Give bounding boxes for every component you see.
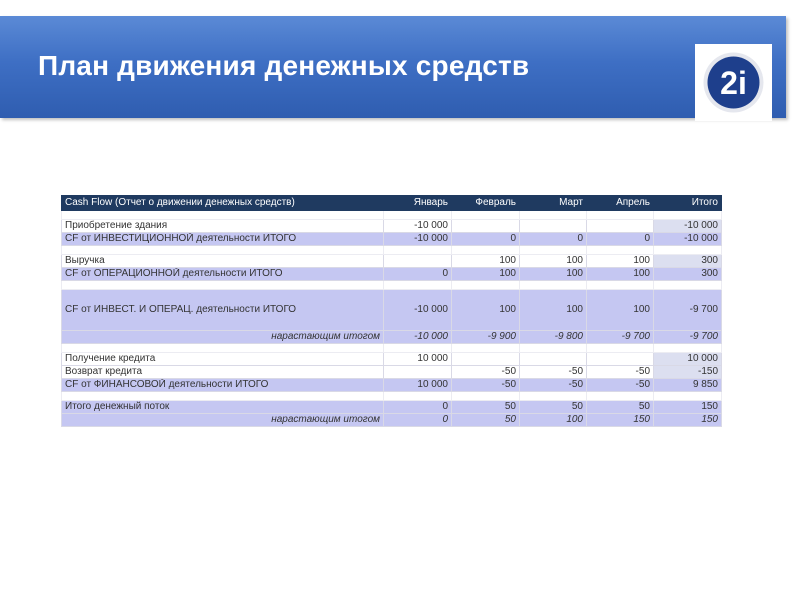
cell: 100 bbox=[452, 290, 520, 331]
cell-total: -9 700 bbox=[654, 331, 722, 344]
cell: 50 bbox=[520, 401, 587, 414]
slide-title: План движения денежных средств bbox=[38, 50, 530, 81]
table-row bbox=[62, 331, 722, 344]
cell bbox=[452, 220, 520, 233]
cell-total: -150 bbox=[654, 366, 722, 379]
cell: 10 000 bbox=[384, 379, 452, 392]
header-cell-feb: Февраль bbox=[452, 196, 520, 211]
cell: -50 bbox=[520, 379, 587, 392]
cell bbox=[587, 353, 654, 366]
table-row bbox=[62, 379, 722, 392]
logo-text: 2i bbox=[720, 65, 747, 101]
cell: 100 bbox=[452, 255, 520, 268]
table-row bbox=[62, 268, 722, 281]
cell-total: 300 bbox=[654, 255, 722, 268]
table-row bbox=[62, 255, 722, 268]
table-header-row bbox=[62, 196, 722, 211]
header-cell-jan: Январь bbox=[384, 196, 452, 211]
table-row bbox=[62, 233, 722, 246]
table-row bbox=[62, 290, 722, 331]
cell: -10 000 bbox=[384, 233, 452, 246]
spacer-row bbox=[62, 392, 722, 401]
cell: 50 bbox=[452, 401, 520, 414]
row-label: CF от ИНВЕСТ. И ОПЕРАЦ. деятельности ИТОГО bbox=[62, 290, 384, 331]
cell: -9 900 bbox=[452, 331, 520, 344]
row-label: нарастающим итогом bbox=[62, 331, 384, 344]
spacer-row bbox=[62, 246, 722, 255]
header-cell-mar: Март bbox=[520, 196, 587, 211]
cell-total: -9 700 bbox=[654, 290, 722, 331]
cell: 100 bbox=[452, 268, 520, 281]
cell bbox=[452, 353, 520, 366]
cell-total: 150 bbox=[654, 414, 722, 427]
cell: 100 bbox=[520, 268, 587, 281]
logo-2i-icon bbox=[701, 50, 766, 115]
row-label: CF от ОПЕРАЦИОННОЙ деятельности ИТОГО bbox=[62, 268, 384, 281]
cell: 100 bbox=[520, 290, 587, 331]
slide-header bbox=[0, 16, 786, 118]
cell: 50 bbox=[587, 401, 654, 414]
row-label: CF от ФИНАНСОВОЙ деятельности ИТОГО bbox=[62, 379, 384, 392]
cell: 10 000 bbox=[384, 353, 452, 366]
cash-flow-table-container bbox=[61, 195, 721, 427]
cell: -50 bbox=[452, 366, 520, 379]
cell: 0 bbox=[384, 401, 452, 414]
header-cell-apr: Апрель bbox=[587, 196, 654, 211]
cell: 0 bbox=[452, 233, 520, 246]
row-label: Итого денежный поток bbox=[62, 401, 384, 414]
cell bbox=[520, 353, 587, 366]
cell-total: 150 bbox=[654, 401, 722, 414]
cell: 100 bbox=[587, 268, 654, 281]
row-label: Получение кредита bbox=[62, 353, 384, 366]
cell-total: 9 850 bbox=[654, 379, 722, 392]
cell: -50 bbox=[587, 366, 654, 379]
cell: 150 bbox=[587, 414, 654, 427]
cell bbox=[520, 220, 587, 233]
logo bbox=[695, 44, 772, 121]
table-row bbox=[62, 401, 722, 414]
table-row bbox=[62, 220, 722, 233]
cell: -50 bbox=[587, 379, 654, 392]
cell-total: 10 000 bbox=[654, 353, 722, 366]
cell: 0 bbox=[384, 414, 452, 427]
cell: 100 bbox=[520, 414, 587, 427]
cell bbox=[587, 220, 654, 233]
cell: -9 700 bbox=[587, 331, 654, 344]
table-row bbox=[62, 366, 722, 379]
table-row bbox=[62, 414, 722, 427]
cell bbox=[384, 366, 452, 379]
cell: -10 000 bbox=[384, 290, 452, 331]
cell: -10 000 bbox=[384, 331, 452, 344]
row-label: Выручка bbox=[62, 255, 384, 268]
cell: 100 bbox=[587, 290, 654, 331]
row-label: нарастающим итогом bbox=[62, 414, 384, 427]
header-cell-total: Итого bbox=[654, 196, 722, 211]
row-label: CF от ИНВЕСТИЦИОННОЙ деятельности ИТОГО bbox=[62, 233, 384, 246]
cell: 0 bbox=[384, 268, 452, 281]
row-label: Приобретение здания bbox=[62, 220, 384, 233]
cell-total: 300 bbox=[654, 268, 722, 281]
cash-flow-table bbox=[61, 195, 722, 427]
cell-total: -10 000 bbox=[654, 233, 722, 246]
cell: -9 800 bbox=[520, 331, 587, 344]
spacer-row bbox=[62, 211, 722, 220]
cell: 100 bbox=[520, 255, 587, 268]
cell: 0 bbox=[520, 233, 587, 246]
table-row bbox=[62, 353, 722, 366]
cell: 0 bbox=[587, 233, 654, 246]
cell: -50 bbox=[520, 366, 587, 379]
cell: -50 bbox=[452, 379, 520, 392]
spacer-row bbox=[62, 344, 722, 353]
cell: 100 bbox=[587, 255, 654, 268]
cell: -10 000 bbox=[384, 220, 452, 233]
row-label: Возврат кредита bbox=[62, 366, 384, 379]
cell: 50 bbox=[452, 414, 520, 427]
cell bbox=[384, 255, 452, 268]
header-cell: Cash Flow (Отчет о движении денежных средств) bbox=[62, 196, 384, 211]
cell-total: -10 000 bbox=[654, 220, 722, 233]
spacer-row bbox=[62, 281, 722, 290]
